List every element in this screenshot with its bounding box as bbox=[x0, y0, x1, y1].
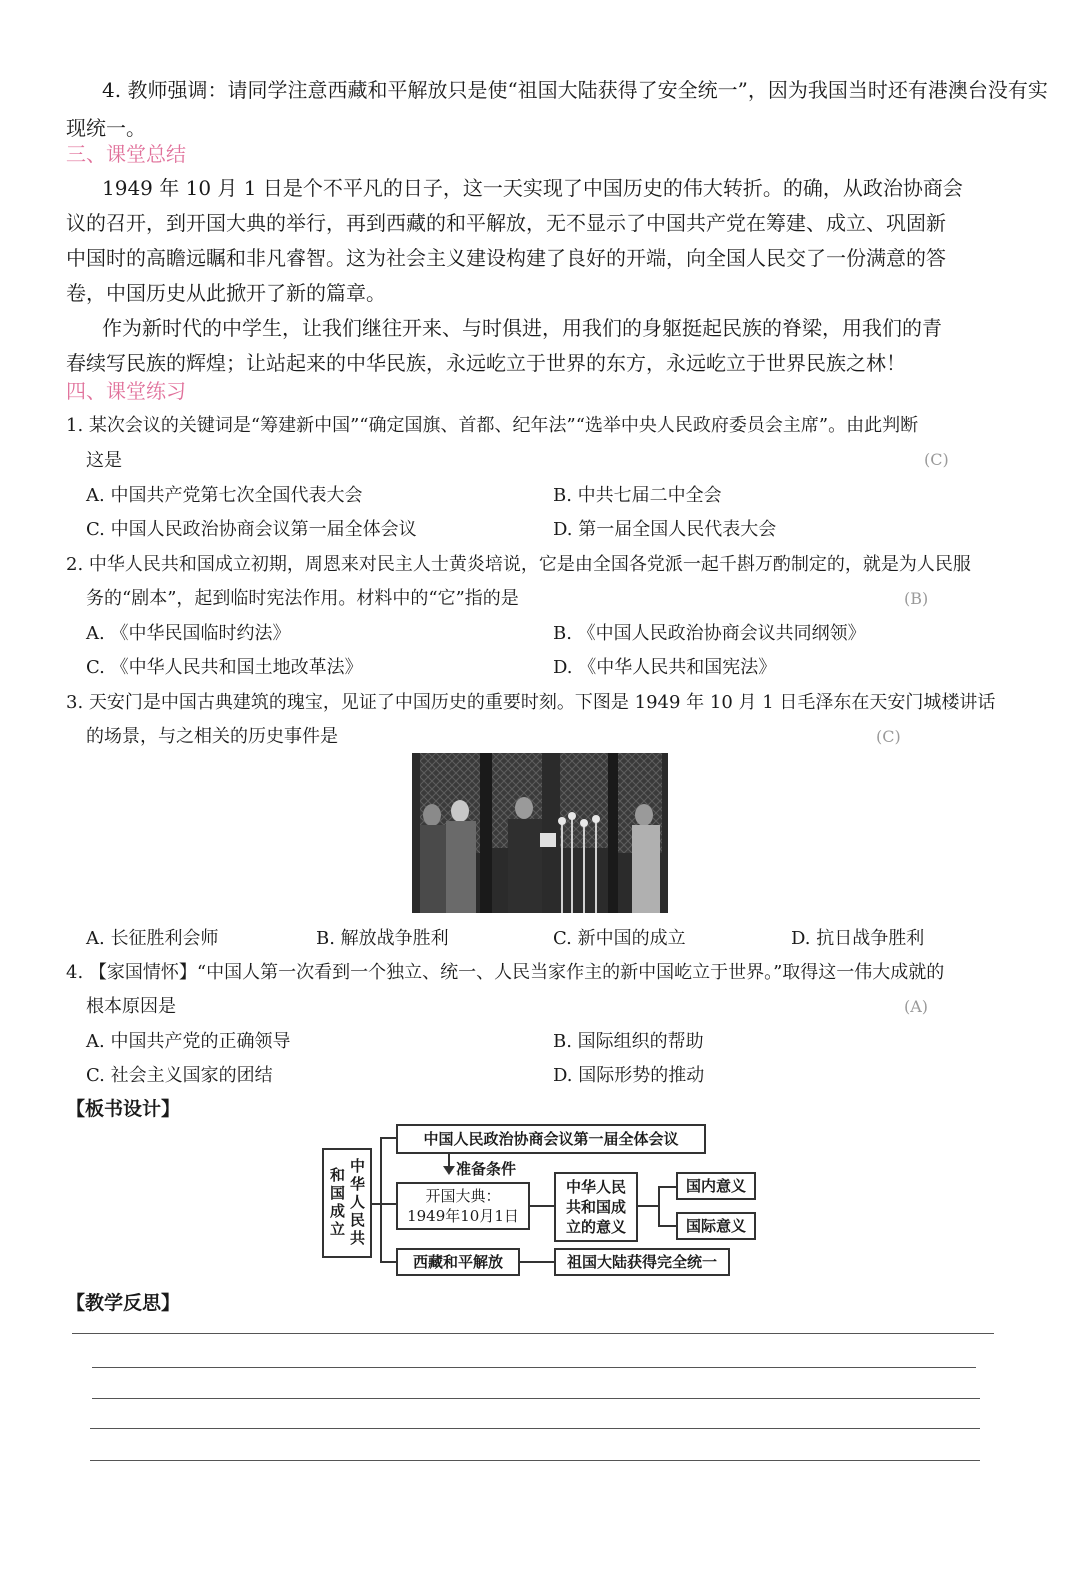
reflection-heading: 【教学反思】 bbox=[66, 1292, 181, 1314]
summary-p1-line-4: 卷，中国历史从此掀开了新的篇章。 bbox=[66, 281, 386, 305]
reflection-line bbox=[90, 1460, 980, 1461]
q3-option-a: A. 长征胜利会师 bbox=[86, 928, 219, 949]
board-international-box: 国际意义 bbox=[676, 1212, 756, 1240]
q2-answer: (B) bbox=[904, 589, 929, 608]
q4-option-d: D. 国际形势的推动 bbox=[553, 1065, 705, 1086]
connector-trunk bbox=[380, 1137, 382, 1263]
q2-option-a: A. 《中华民国临时约法》 bbox=[86, 623, 291, 644]
board-unify-box: 祖国大陆获得完全统一 bbox=[554, 1248, 730, 1276]
q1-stem-1: 1. 某次会议的关键词是“筹建新中国”“确定国旗、首都、纪年法”“选举中央人民政府委员会主席”。由此判断 bbox=[66, 415, 919, 436]
q1-stem-2: 这是 bbox=[86, 450, 122, 471]
board-ceremony-line-2: 1949年10月1日 bbox=[407, 1207, 519, 1225]
reflection-line bbox=[92, 1367, 976, 1368]
q3-option-d: D. 抗日战争胜利 bbox=[791, 928, 925, 949]
connector-ceremony bbox=[380, 1203, 396, 1205]
board-root-box: 中华人民共和国成立 bbox=[322, 1148, 372, 1258]
reflection-line bbox=[90, 1428, 980, 1429]
board-cppcc-box: 中国人民政治协商会议第一届全体会议 bbox=[396, 1124, 706, 1154]
summary-p1-line-3: 中国时的高瞻远瞩和非凡睿智。这为社会主义建设构建了良好的开端，向全国人民交了一份满意的答 bbox=[66, 246, 946, 270]
summary-p2-line-2: 春续写民族的辉煌；让站起来的中华民族，永远屹立于世界的东方，永远屹立于世界民族之林！ bbox=[66, 351, 906, 375]
summary-heading: 三、课堂总结 bbox=[66, 142, 186, 166]
connector-branch bbox=[638, 1205, 658, 1207]
connector-domestic bbox=[658, 1186, 676, 1188]
q1-option-a: A. 中国共产党第七次全国代表大会 bbox=[86, 485, 363, 506]
reflection-line bbox=[72, 1333, 994, 1334]
q4-option-a: A. 中国共产党的正确领导 bbox=[86, 1031, 291, 1052]
q4-stem-2: 根本原因是 bbox=[86, 996, 176, 1017]
board-heading: 【板书设计】 bbox=[66, 1098, 181, 1120]
q1-option-d: D. 第一届全国人民代表大会 bbox=[553, 519, 777, 540]
q1-option-c: C. 中国人民政治协商会议第一届全体会议 bbox=[86, 519, 417, 540]
q3-stem-1: 3. 天安门是中国古典建筑的瑰宝，见证了中国历史的重要时刻。下图是 1949 年 10 月 1 日毛泽东在天安门城楼讲话 bbox=[66, 692, 996, 713]
q4-stem-1: 4. 【家国情怀】“中国人第一次看到一个独立、统一、人民当家作主的新中国屹立于世界。”取得这一伟大成就的 bbox=[66, 962, 945, 983]
board-ceremony-box bbox=[396, 1182, 530, 1230]
reflection-line bbox=[92, 1398, 980, 1399]
intro-line-2: 现统一。 bbox=[66, 116, 146, 140]
q2-option-c: C. 《中华人民共和国土地改革法》 bbox=[86, 657, 363, 678]
q3-option-c: C. 新中国的成立 bbox=[553, 928, 686, 949]
q1-answer: (C) bbox=[924, 450, 949, 469]
board-domestic-box: 国内意义 bbox=[676, 1172, 756, 1200]
q3-option-b: B. 解放战争胜利 bbox=[316, 928, 449, 949]
q3-answer: (C) bbox=[876, 727, 901, 746]
summary-p1-line-2: 议的召开，到开国大典的举行，再到西藏的和平解放，无不显示了中国共产党在筹建、成立、巩固新 bbox=[66, 211, 946, 235]
q4-answer: (A) bbox=[904, 997, 929, 1016]
q4-option-c: C. 社会主义国家的团结 bbox=[86, 1065, 273, 1086]
q3-stem-2: 的场景，与之相关的历史事件是 bbox=[86, 726, 338, 747]
connector-significance bbox=[530, 1205, 554, 1207]
connector-international bbox=[658, 1225, 676, 1227]
summary-p2-line-1: 作为新时代的中学生，让我们继往开来、与时俱进，用我们的身躯挺起民族的脊梁，用我们的青 bbox=[102, 316, 942, 340]
q2-stem-2: 务的“剧本”，起到临时宪法作用。材料中的“它”指的是 bbox=[86, 588, 519, 609]
q2-option-b: B. 《中国人民政治协商会议共同纲领》 bbox=[553, 623, 866, 644]
q2-option-d: D. 《中华人民共和国宪法》 bbox=[553, 657, 777, 678]
board-ceremony-line-1: 开国大典： bbox=[425, 1187, 501, 1205]
board-tibet-box: 西藏和平解放 bbox=[396, 1248, 520, 1276]
intro-line-1: 4. 教师强调：请同学注意西藏和平解放只是使“祖国大陆获得了安全统一”，因为我国当时还有港澳台没有实 bbox=[102, 78, 1048, 102]
connector-tibet bbox=[380, 1261, 396, 1263]
summary-p1-line-1: 1949 年 10 月 1 日是个不平凡的日子，这一天实现了中国历史的伟大转折。的确，从政治协商会 bbox=[102, 176, 963, 200]
practice-heading: 四、课堂练习 bbox=[66, 379, 186, 403]
q2-stem-1: 2. 中华人民共和国成立初期，周恩来对民主人士黄炎培说，它是由全国各党派一起千斟万酌制定的，就是为人民服 bbox=[66, 554, 971, 575]
connector-unify bbox=[520, 1261, 554, 1263]
board-significance-box: 中华人民共和国成立的意义 bbox=[554, 1172, 638, 1242]
q1-option-b: B. 中共七届二中全会 bbox=[553, 485, 722, 506]
arrow-down-icon bbox=[443, 1166, 455, 1175]
q4-option-b: B. 国际组织的帮助 bbox=[553, 1031, 704, 1052]
tiananmen-photo bbox=[412, 753, 668, 913]
board-prep-label: 准备条件 bbox=[456, 1160, 517, 1178]
connector-cppcc bbox=[380, 1137, 396, 1139]
connector-branch-trunk bbox=[658, 1186, 660, 1226]
